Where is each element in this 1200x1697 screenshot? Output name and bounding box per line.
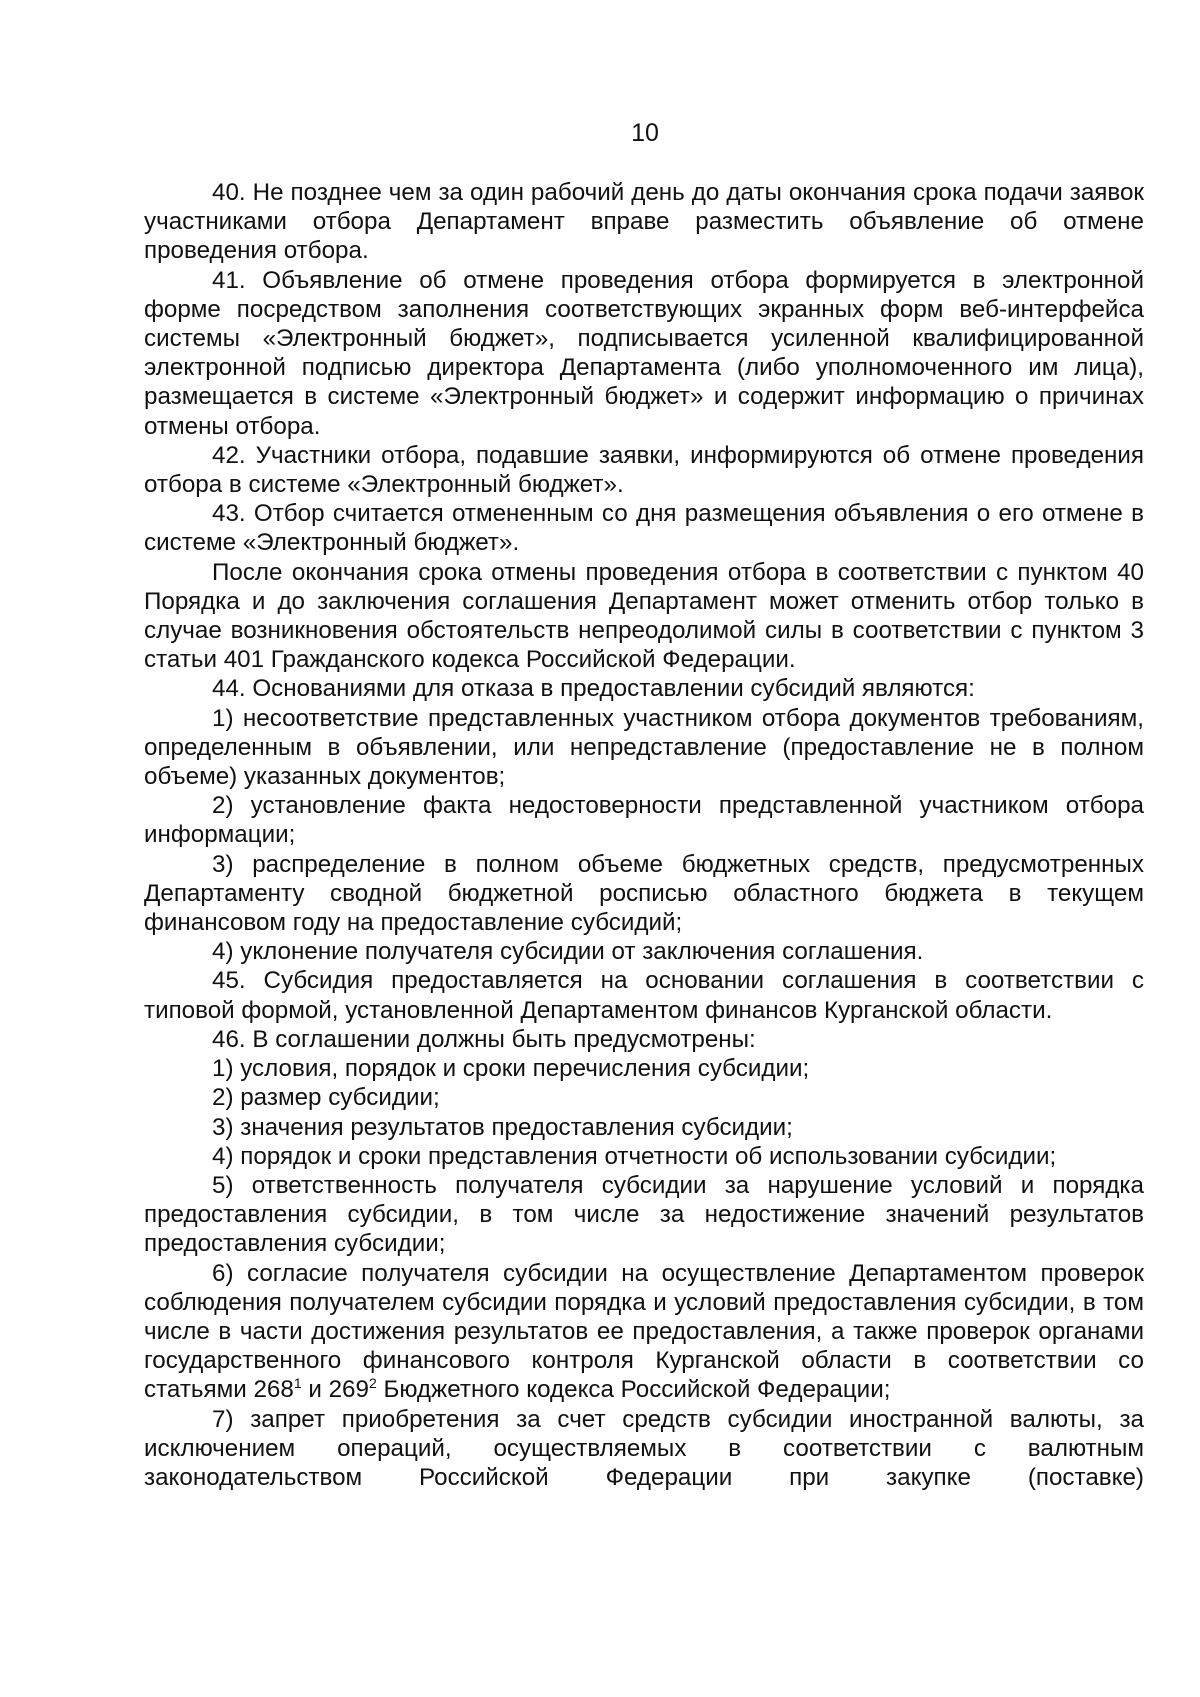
paragraph-41: 41. Объявление об отмене проведения отбора формируется в электронной форме посредством заполнения соответствующих экранных форм веб-интерфейса системы «Электронный бюджет», подписывается усиленной квалифицированной электронной подписью директора Департамента (либо уполномоченного им лица), размещается в системе «Электронный бюджет» и содержит информацию о причинах отмены отбора. bbox=[144, 266, 1144, 440]
paragraph-46-item-6-text-c: Бюджетного кодекса Российской Федерации; bbox=[376, 1376, 891, 1404]
paragraph-46-item-7: 7) запрет приобретения за счет средств субсидии иностранной валюты, за исключением операций, осуществляемых в соответствии с валютным законодательством Российской Федерации при закупке (поставке) bbox=[144, 1405, 1144, 1491]
paragraph-46-item-6-text-b: и 269 bbox=[301, 1376, 369, 1404]
paragraph-46-item-5: 5) ответственность получателя субсидии за нарушение условий и порядка предоставления субсидии, в том числе за недостижение значений результатов предоставления субсидии; bbox=[144, 1171, 1144, 1258]
paragraph-43: 43. Отбор считается отмененным со дня размещения объявления о его отмене в системе «Электронный бюджет». bbox=[144, 500, 1144, 557]
paragraph-46-item-1: 1) условия, порядок и сроки перечисления субсидии; bbox=[212, 1055, 810, 1083]
paragraph-44-item-2: 2) установление факта недостоверности представленной участником отбора информации; bbox=[144, 792, 1144, 849]
paragraph-44-item-3: 3) распределение в полном объеме бюджетных средств, предусмотренных Департаменту сводной бюджетной росписью областного бюджета в текущем финансовом году на предоставление субсидий; bbox=[144, 850, 1144, 937]
paragraph-46-item-3: 3) значения результатов предоставления субсидии; bbox=[212, 1113, 793, 1141]
paragraph-42: 42. Участники отбора, подавшие заявки, информируются об отмене проведения отбора в системе «Электронный бюджет». bbox=[144, 441, 1144, 499]
article-268-superscript: 1 bbox=[293, 1375, 302, 1392]
paragraph-45: 45. Субсидия предоставляется на основании соглашения в соответствии с типовой формой, установленной Департаментом финансов Курганской области. bbox=[144, 967, 1144, 1024]
paragraph-46-item-4: 4) порядок и сроки представления отчетности об использовании субсидии; bbox=[212, 1142, 1057, 1170]
paragraph-44-item-4: 4) уклонение получателя субсидии от заключения соглашения. bbox=[212, 938, 924, 966]
paragraph-46: 46. В соглашении должны быть предусмотрены: bbox=[212, 1025, 756, 1053]
paragraph-46-item-2: 2) размер субсидии; bbox=[212, 1084, 440, 1112]
page-number: 10 bbox=[631, 119, 659, 147]
article-269-superscript: 2 bbox=[368, 1375, 377, 1392]
paragraph-44-item-1: 1) несоответствие представленных участником отбора документов требованиям, определенным в объявлении, или непредставление (предоставление не в полном объеме) указанных документов; bbox=[144, 704, 1144, 791]
paragraph-44: 44. Основаниями для отказа в предоставлении субсидий являются: bbox=[212, 675, 975, 703]
paragraph-46-item-6-text-a: 6) согласие получателя субсидии на осуществление Департаментом проверок соблюдения получателем субсидии порядка и условий предоставления субсидии, в том числе в части достижения результатов ее предоставления, а также проверок органами государственного финансового контроля Курганской области в соответствии со статьями 268 bbox=[144, 1259, 1144, 1404]
paragraph-43-cancellation: После окончания срока отмены проведения отбора в соответствии с пунктом 40 Порядка и до заключения соглашения Департамент может отменить отбор только в случае возникновения обстоятельств непреодолимой силы в соответствии с пунктом 3 статьи 401 Гражданского кодекса Российской Федерации. bbox=[144, 558, 1144, 674]
paragraph-40: 40. Не позднее чем за один рабочий день до даты окончания срока подачи заявок участниками отбора Департамент вправе разместить объявление об отмене проведения отбора. bbox=[144, 179, 1144, 265]
document-body bbox=[144, 178, 1144, 1492]
paragraph-46-item-6 bbox=[144, 1259, 1144, 1405]
